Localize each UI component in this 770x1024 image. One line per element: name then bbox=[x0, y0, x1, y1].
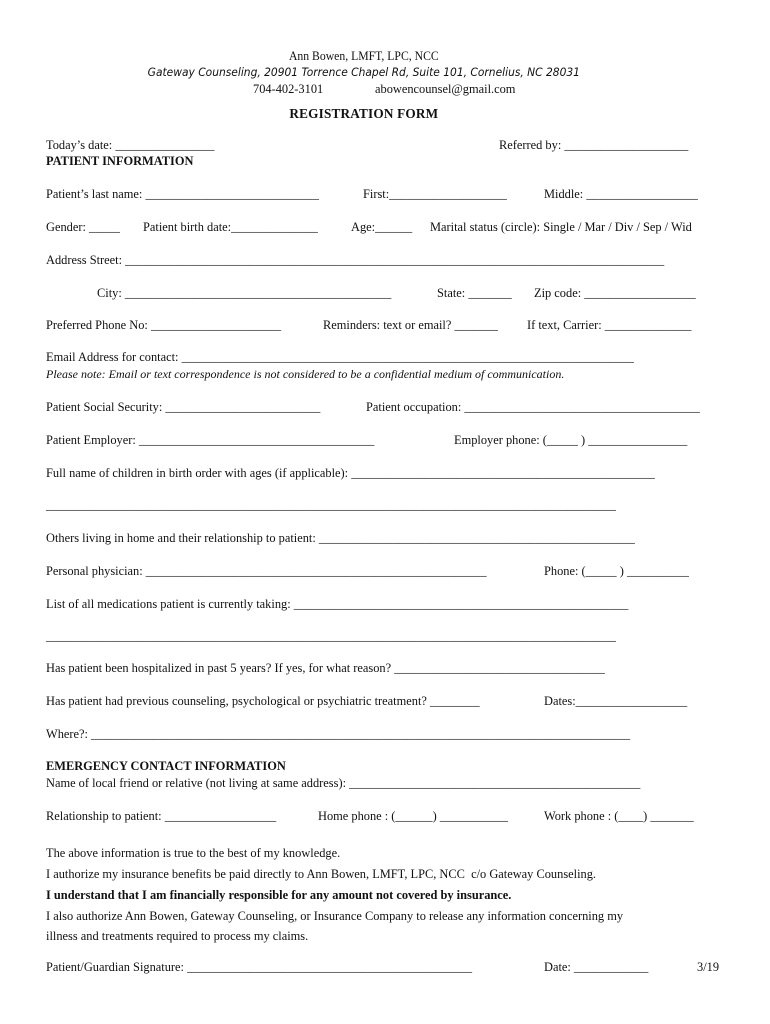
last-name-field[interactable]: Patient’s last name: ____________________________ bbox=[46, 187, 319, 201]
physician-phone-field[interactable]: Phone: (_____ ) __________ bbox=[544, 564, 689, 578]
referred-by-field[interactable]: Referred by: ____________________ bbox=[499, 138, 689, 152]
birth-date-field[interactable]: Patient birth date:______________ bbox=[143, 220, 318, 234]
employer-field[interactable]: Patient Employer: ______________________________________ bbox=[46, 433, 375, 447]
children-field-line2[interactable]: ____________________________________________________________________________________________ bbox=[46, 498, 616, 512]
statement-release-authorization: I also authorize Ann Bowen, Gateway Counseling, or Insurance Company to release any information concerning my bbox=[46, 909, 624, 923]
practitioner-name: Ann Bowen, LMFT, LPC, NCC bbox=[288, 49, 439, 63]
marital-status-field[interactable]: Marital status (circle): Single / Mar / Div / Sep / Wid bbox=[430, 220, 692, 234]
first-name-field[interactable]: First:___________________ bbox=[363, 187, 507, 201]
others-living-field[interactable]: Others living in home and their relationship to patient: ___________________________________________________ bbox=[46, 531, 635, 545]
signature-date-field[interactable]: Date: ____________ bbox=[544, 960, 649, 974]
practice-phone: 704-402-3101 bbox=[253, 82, 324, 96]
children-field[interactable]: Full name of children in birth order with ages (if applicable): _________________________________________________ bbox=[46, 466, 655, 480]
statement-financial-responsibility: I understand that I am financially responsible for any amount not covered by insurance. bbox=[46, 888, 512, 902]
statement-insurance-authorization: I authorize my insurance benefits be paid directly to Ann Bowen, LMFT, LPC, NCC c/o Gateway Counseling. bbox=[46, 867, 597, 881]
form-version: 3/19 bbox=[697, 960, 720, 974]
hospitalized-field[interactable]: Has patient been hospitalized in past 5 years? If yes, for what reason? __________________________________ bbox=[46, 661, 605, 675]
address-street-field[interactable]: Address Street: _______________________________________________________________________________________ bbox=[46, 253, 665, 267]
gender-field[interactable]: Gender: _____ bbox=[46, 220, 120, 234]
email-confidentiality-note: Please note: Email or text correspondence is not considered to be a confidential medium of communication. bbox=[46, 367, 565, 381]
medications-field[interactable]: List of all medications patient is currently taking: ______________________________________________________ bbox=[46, 597, 629, 611]
age-field[interactable]: Age:______ bbox=[351, 220, 413, 234]
relationship-field[interactable]: Relationship to patient: __________________ bbox=[46, 809, 277, 823]
local-friend-field[interactable]: Name of local friend or relative (not living at same address): _______________________________________________ bbox=[46, 776, 641, 790]
counseling-where-field[interactable]: Where?: _______________________________________________________________________________________ bbox=[46, 727, 631, 741]
carrier-field[interactable]: If text, Carrier: ______________ bbox=[527, 318, 692, 332]
middle-name-field[interactable]: Middle: __________________ bbox=[544, 187, 698, 201]
signature-field[interactable]: Patient/Guardian Signature: ______________________________________________ bbox=[46, 960, 473, 974]
social-security-field[interactable]: Patient Social Security: _________________________ bbox=[46, 400, 321, 414]
form-title: REGISTRATION FORM bbox=[289, 107, 439, 122]
preferred-phone-field[interactable]: Preferred Phone No: _____________________ bbox=[46, 318, 282, 332]
state-field[interactable]: State: _______ bbox=[437, 286, 512, 300]
employer-phone-field[interactable]: Employer phone: (_____ ) ________________ bbox=[454, 433, 688, 447]
statement-true-info: The above information is true to the best of my knowledge. bbox=[46, 846, 341, 860]
todays-date-field[interactable]: Today’s date: ________________ bbox=[46, 138, 215, 152]
physician-field[interactable]: Personal physician: _______________________________________________________ bbox=[46, 564, 487, 578]
patient-info-heading: PATIENT INFORMATION bbox=[46, 154, 194, 168]
city-field[interactable]: City: ___________________________________________ bbox=[97, 286, 392, 300]
occupation-field[interactable]: Patient occupation: ______________________________________ bbox=[366, 400, 700, 414]
practice-address: Gateway Counseling, 20901 Torrence Chapel Rd, Suite 101, Cornelius, NC 28031 bbox=[147, 66, 580, 79]
medications-field-line2[interactable]: ____________________________________________________________________________________________ bbox=[46, 629, 616, 643]
home-phone-field[interactable]: Home phone : (______) ___________ bbox=[318, 809, 508, 823]
work-phone-field[interactable]: Work phone : (____) _______ bbox=[544, 809, 694, 823]
email-contact-field[interactable]: Email Address for contact: _________________________________________________________________________ bbox=[46, 350, 634, 364]
counseling-dates-field[interactable]: Dates:__________________ bbox=[544, 694, 688, 708]
practice-email: abowencounsel@gmail.com bbox=[375, 82, 516, 96]
reminders-field[interactable]: Reminders: text or email? _______ bbox=[323, 318, 498, 332]
previous-counseling-field[interactable]: Has patient had previous counseling, psychological or psychiatric treatment? ________ bbox=[46, 694, 480, 708]
zip-field[interactable]: Zip code: __________________ bbox=[534, 286, 696, 300]
statement-release-authorization-cont: illness and treatments required to process my claims. bbox=[46, 929, 309, 943]
emergency-contact-heading: EMERGENCY CONTACT INFORMATION bbox=[46, 759, 286, 773]
